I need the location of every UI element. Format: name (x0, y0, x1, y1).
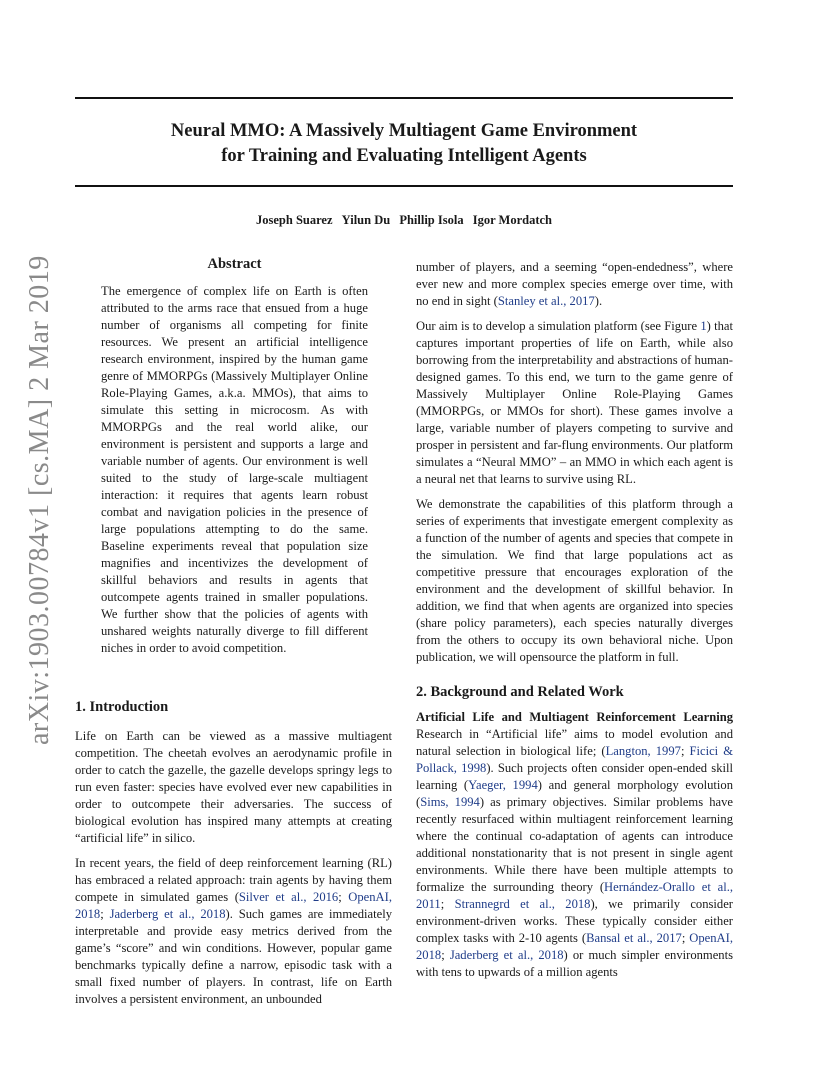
author-name: Yilun Du (341, 213, 391, 227)
right-paragraph-1: number of players, and a seeming “open-endedness”, where ever new and more complex species emerge over time, with no end in sight (Stanley et al., 2017). (416, 260, 733, 308)
citation-link[interactable]: Stanley et al., 2017 (497, 294, 595, 308)
abstract-heading: Abstract (207, 256, 262, 272)
citation-link[interactable]: Jaderberg et al., 2018 (109, 907, 226, 921)
citation-link[interactable]: Langton, 1997 (605, 744, 681, 758)
right-column (416, 259, 733, 989)
title-line-2: for Training and Evaluating Intelligent Agents (221, 146, 587, 166)
citation-link[interactable]: Ficici & Pollack, 1998 (416, 744, 734, 775)
citation-link[interactable]: Silver et al., 2016 (238, 890, 339, 904)
citation-link[interactable]: Sims, 1994 (420, 795, 480, 809)
citation-link[interactable]: Hernández-Orallo et al., 2011 (416, 880, 733, 911)
citation-link[interactable]: Jaderberg et al., 2018 (449, 948, 564, 962)
paper-title (75, 119, 733, 169)
bottom-title-rule (75, 185, 733, 187)
figure-link[interactable]: 1 (700, 319, 707, 333)
abstract-text: The emergence of complex life on Earth is often attributed to the arms race that ensued from a huge number of organisms all competing for finite resources. We present an artificial intelligence research environment, inspired by the human game genre of MMORPGs (Massively Multiplayer Online Role-Playing Games, a.k.a. MMOs), that aims to simulate this setting in microcosm. As with MMORPGs and the real world alike, our environment is persistent and supports a large and variable number of agents. Our environment is well suited to the study of large-scale multiagent interaction: it requires that agents learn robust combat and navigation policies in the presence of large populations attempting to do the same. Baseline experiments reveal that population size magnifies and incentivizes the development of skillful behaviors and results in agents that outcompete agents trained in smaller populations. We further show that the policies of agents with unshared weights naturally diverge to fill different niches in order to avoid competition. (101, 284, 368, 655)
citation-link[interactable]: Bansal et al., 2017 (586, 931, 682, 945)
left-column (75, 256, 392, 1016)
section-heading-introduction: 1. Introduction (75, 699, 169, 715)
citation-link[interactable]: Strannegrd et al., 2018 (454, 897, 591, 911)
right-paragraph-3: We demonstrate the capabilities of this platform through a series of experiments that investigate emergent complexity as a function of the number of agents and species that compete in the simulation. We find that large populations act as competitive pressure that encourages exploration of the environment and the development of skillful behavior. In addition, we find that when agents are organized into species (share policy parameters), each species naturally diverges from the others to occupy its own behavioral niche. Upon publication, we will opensource the platform in full. (416, 497, 733, 664)
arxiv-stamp: arXiv:1903.00784v1 [cs.MA] 2 Mar 2019 (24, 255, 55, 745)
author-name: Phillip Isola (399, 213, 464, 227)
citation-link[interactable]: Yaeger, 1994 (468, 778, 538, 792)
author-name: Joseph Suarez (256, 213, 333, 227)
right-paragraph-2: Our aim is to develop a simulation platform (see Figure 1) that captures important properties of life on Earth, while also borrowing from the interpretability and abstractions of human-designed games. To this end, we turn to the game genre of Massively Multiplayer Online Role-Playing Games (MMORPGs, or MMOs for short). These games involve a large, variable number of players competing to survive and prosper in persistent and far-flung environments. Our platform simulates a “Neural MMO” – an MMO in which each agent is a neural net that learns to survive using RL. (416, 319, 733, 486)
subsection-heading: Artificial Life and Multiagent Reinforcement Learning (416, 710, 733, 724)
author-list (75, 213, 733, 228)
top-rule (75, 97, 733, 99)
intro-paragraph-1: Life on Earth can be viewed as a massive multiagent competition. The cheetah evolves an aerodynamic profile in order to catch the gazelle, the gazelle develops springy legs to run even faster: species have evolved ever new capabilities in order to outcompete their adversaries. The success of biological evolution has inspired many attempts at creating “artificial life” in silico. (75, 729, 392, 845)
author-name: Igor Mordatch (472, 213, 552, 227)
abstract (75, 256, 392, 657)
section-heading-background: 2. Background and Related Work (416, 684, 624, 700)
citation-link[interactable]: OpenAI, 2018 (416, 931, 733, 962)
citation-link[interactable]: OpenAI, 2018 (75, 890, 392, 921)
related-work-paragraph: Artificial Life and Multiagent Reinforcement Learning Research in “Artificial life” aims to model evolution and natural selection in biological life; (Langton, 1997; Ficici & Pollack, 1998). Such projects often consider open-ended skill learning (Yaeger, 1994) and general morphology evolution (Sims, 1994) as primary objectives. Similar problems have recently resurfaced within multiagent reinforcement learning where the continual co-adaptation of agents can introduce additional nonstationarity that is not present in single agent environments. While there have been multiple attempts to formalize the surrounding theory (Hernández-Orallo et al., 2011; Strannegrd et al., 2018), we primarily consider environment-driven works. These typically consider either complex tasks with 2-10 agents (Bansal et al., 2017; OpenAI, 2018; Jaderberg et al., 2018) or much simpler environments with tens to upwards of a million agents (416, 710, 734, 979)
intro-paragraph-2: In recent years, the field of deep reinforcement learning (RL) has embraced a related approach: train agents by having them compete in simulated games (Silver et al., 2016; OpenAI, 2018; Jaderberg et al., 2018). Such games are immediately interpretable and provide easy metrics derived from the game’s “score” and win conditions. However, popular game benchmarks typically define a narrow, episodic task with a small fixed number of players. In contrast, life on Earth involves a persistent environment, an unbounded (75, 856, 393, 1006)
title-line-1: Neural MMO: A Massively Multiagent Game Environment (170, 121, 638, 141)
